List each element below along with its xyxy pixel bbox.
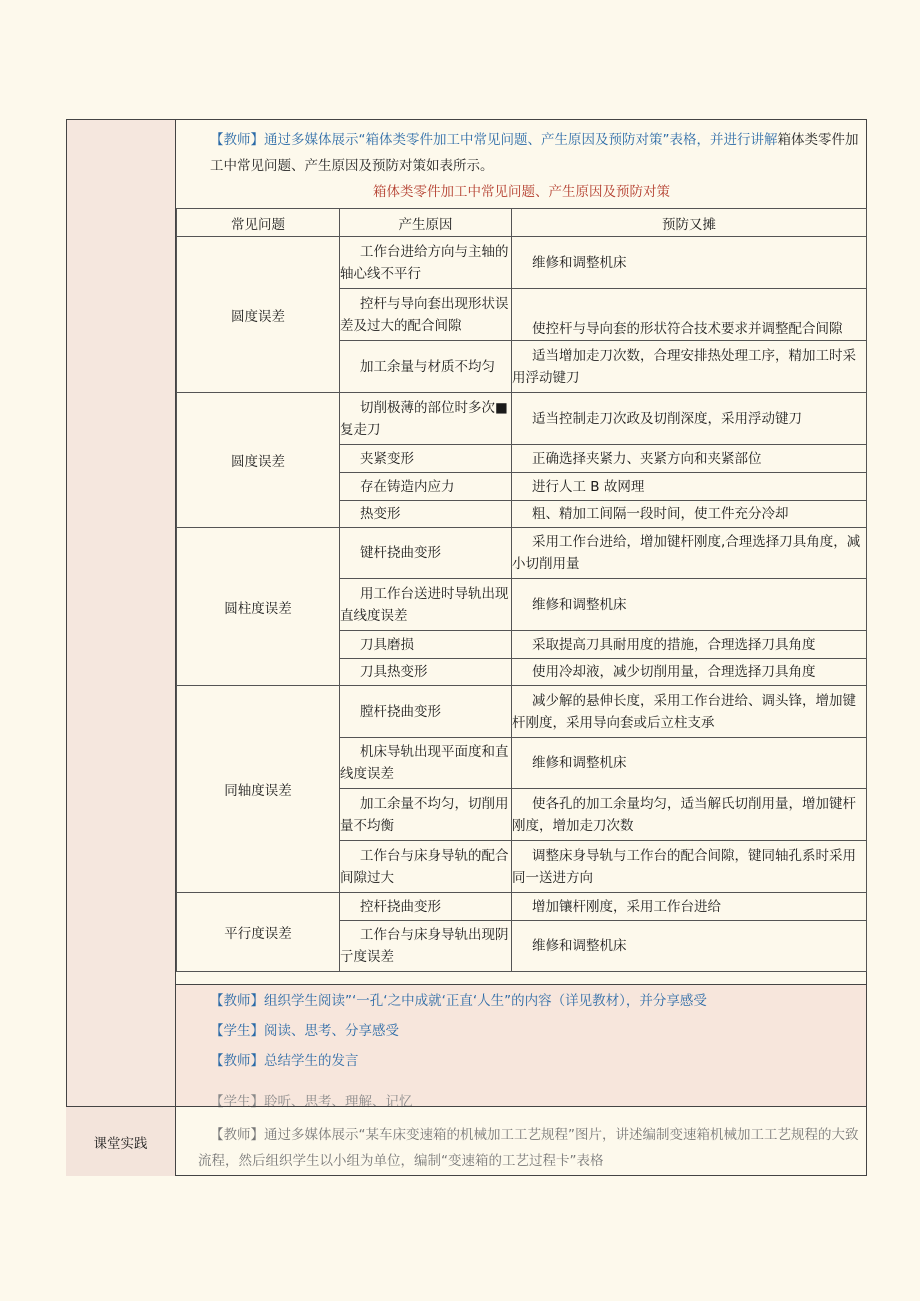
table-header-row [177,209,867,237]
cause-text: 切削极薄的部位时多次■复走刀 [340,399,508,438]
problem-cell: 平行度误差 [177,893,340,972]
cause-cell: 加工余量与材质不均匀 [340,341,512,393]
cause-cell: 刀具热变形 [340,659,512,686]
table-row [177,528,867,579]
cause-cell: 刀具磨损 [340,631,512,659]
prevention-cell: 维修和调整机床 [512,738,867,789]
prevention-cell: 调整床身导轨与工作台的配合间隙，键同轴孔系时采用同一送进方向 [512,841,867,893]
prevention-cell: 使各孔的加工余量均匀，适当解氏切削用量，增加键杆刚度，增加走刀次数 [512,789,867,841]
practice-text: 【教师】通过多媒体展示“某车床变速箱的机械加工工艺规程”图片，讲述编制变速箱机械加工工艺规程的大致流程，然后组织学生以小组为单位，编制“变速箱的工艺过程卡”表格 [198,1127,859,1169]
practice-divider [176,1106,867,1107]
prevention-cell: 使用冷却液，减少切削用量，合理选择刀具角度 [512,659,867,686]
cause-cell: 加工余量不均匀，切削用量不均衡 [340,789,512,841]
header-prevention: 预防又摊 [512,209,867,237]
activity-student-reading: 【学生】阅读、思考、分享感受 [210,1023,399,1039]
cause-cell: 夹紧变形 [340,445,512,473]
intro-body-text: 箱体类零件加工中常见问题、产生原因及预防对策如表所示。 [210,132,859,174]
prevention-cell: 粗、精加工间隔一段时间，使工件充分冷却 [512,501,867,528]
prevention-cell: 维修和调整机床 [512,579,867,631]
activity-student-listening: 【学生】聆听、思考、理解、记忆 [210,1094,413,1110]
cause-cell: 工作台与床身导轨出现阴亍度误差 [340,921,512,972]
prevention-cell: 增加镶杆刚度，采用工作台进给 [512,893,867,921]
intro-teacher-text: 【教师】通过多媒体展示“箱体类零件加工中常见问题、产生原因及预防对策”表格，并进行讲解 [210,132,778,148]
table-row [177,686,867,738]
table-title: 箱体类零件加工中常见问题、产生原因及预防对策 [373,184,670,200]
table-row [177,237,867,289]
cause-cell: 膛杆挠曲变形 [340,686,512,738]
prevention-cell: 采取提高刀具耐用度的措施，合理选择刀具角度 [512,631,867,659]
cause-cell: 存在铸造内应力 [340,473,512,501]
problem-cell: 圆度误差 [177,237,340,393]
table-row [177,893,867,921]
intro-paragraph [210,127,860,179]
errors-table [176,208,867,972]
cause-cell: 热变形 [340,501,512,528]
problem-cell: 同轴度误差 [177,686,340,893]
prevention-cell: 采用工作台进给，增加键杆刚度,合理选择刀具角度，减小切削用量 [512,528,867,579]
prevention-cell: 适当增加走刀次数，合理安排热处理工序，精加工时采用浮动键刀 [512,341,867,393]
practice-label: 课堂实践 [66,1106,176,1176]
problem-cell: 圆度误差 [177,393,340,528]
prevention-cell: 进行人工 B 故网理 [512,473,867,501]
cause-cell: 控杆挠曲变形 [340,893,512,921]
prevention-cell: 维修和调整机床 [512,237,867,289]
header-problem: 常见问题 [177,209,340,237]
prevention-cell: 适当控制走刀次政及切削深度，采用浮动键刀 [512,393,867,445]
table-row [177,393,867,445]
cause-cell: 工作台进给方向与主轴的轴心线不平行 [340,237,512,289]
cause-cell [340,393,512,445]
prevention-cell: 维修和调整机床 [512,921,867,972]
cause-cell: 用工作台送进时导轨出现直线度误差 [340,579,512,631]
activity-teacher-summary: 【教师】总结学生的发言 [210,1053,359,1069]
prevention-cell: 使控杆与导向套的形状符合技术要求并调整配合间隙 [512,289,867,341]
cause-cell: 键杆挠曲变形 [340,528,512,579]
header-cause: 产生原因 [340,209,512,237]
cause-cell: 工作台与床身导轨的配合间隙过大 [340,841,512,893]
prevention-cell: 减少解的悬伸长度，采用工作台进给、调头锋，增加键杆刚度，采用导向套或后立柱支承 [512,686,867,738]
prevention-cell: 正确选择夹紧力、夹紧方向和夹紧部位 [512,445,867,473]
activity-teacher-reading: 【教师】组织学生阅读”‘一孔‘之中成就‘正直‘人生”的内容（详见教材），并分享感受 [210,993,707,1009]
cause-cell: 控杆与导向套出现形状误差及过大的配合间隙 [340,289,512,341]
cause-cell: 机床导轨出现平面度和直线度误差 [340,738,512,789]
problem-cell: 圆柱度误差 [177,528,340,686]
